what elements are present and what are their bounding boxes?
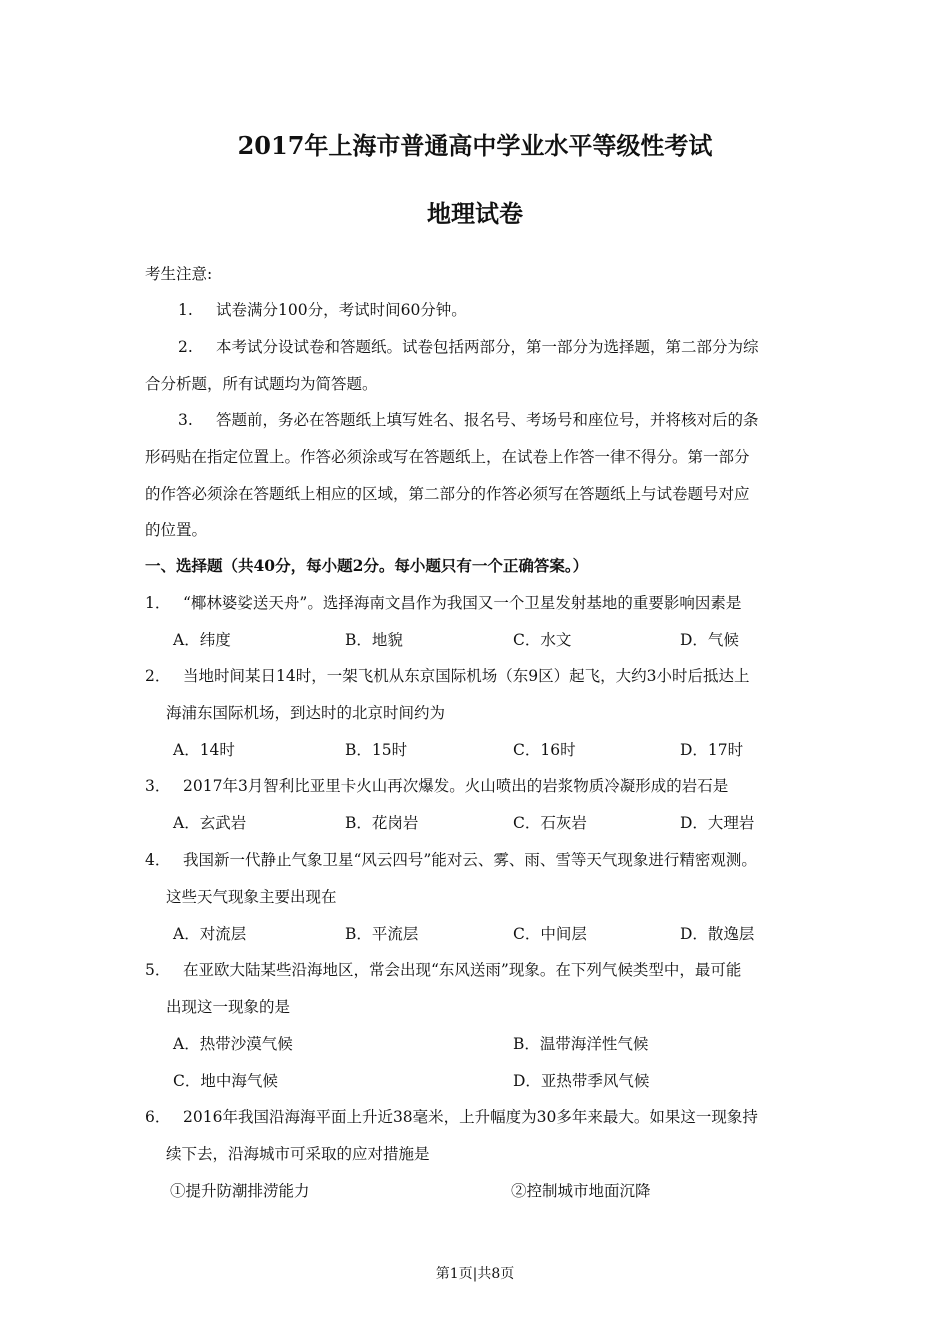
question-5 [145, 960, 741, 980]
question-text: 在亚欧大陆某些沿海地区，常会出现“东风送雨”现象。在下列气候类型中，最可能 [183, 961, 742, 979]
option-d: D．大理岩 [680, 814, 755, 832]
question-number: 2． [145, 667, 171, 685]
option-a: A．玄武岩 [173, 814, 247, 832]
option-c: C．地中海气候 [173, 1072, 278, 1090]
notice-item-number: 1. [178, 301, 193, 319]
option-d: D．散逸层 [680, 925, 755, 943]
question-2 [145, 666, 749, 686]
option-b: B．温带海洋性气候 [513, 1035, 649, 1053]
option-a: A．热带沙漠气候 [173, 1035, 293, 1053]
option-b: B．地貌 [345, 631, 403, 649]
question-text: 2016年我国沿海海平面上升近38毫米，上升幅度为30多年来最大。如果这一现象持 [183, 1108, 758, 1126]
question-text: “椰林婆娑送天舟”。选择海南文昌作为我国又一个卫星发射基地的重要影响因素是 [183, 594, 742, 612]
question-3 [145, 776, 728, 796]
statement-2: ②控制城市地面沉降 [511, 1182, 651, 1200]
notice-item-3-cont: 形码贴在指定位置上。作答必须涂或写在答题纸上，在试卷上作答一律不得分。第一部分 [145, 448, 750, 466]
section-heading: 一、选择题（共40分，每小题2分。每小题只有一个正确答案。） [145, 556, 589, 575]
notice-item-3 [178, 410, 759, 430]
option-c: C．石灰岩 [513, 814, 587, 832]
notice-heading: 考生注意: [145, 265, 213, 283]
exam-title: 2017年上海市普通高中学业水平等级性考试 [237, 131, 713, 160]
question-number: 5． [145, 961, 171, 979]
notice-item-number: 3. [178, 411, 193, 429]
notice-item-2-cont: 合分析题，所有试题均为简答题。 [145, 375, 378, 393]
question-text-cont: 海浦东国际机场，到达时的北京时间约为 [166, 704, 446, 722]
question-text-cont: 续下去，沿海城市可采取的应对措施是 [166, 1145, 430, 1163]
question-text-cont: 这些天气现象主要出现在 [166, 888, 337, 906]
option-c: C．中间层 [513, 925, 587, 943]
option-d: D．气候 [680, 631, 739, 649]
statement-1: ①提升防潮排涝能力 [170, 1182, 310, 1200]
notice-item-2 [178, 337, 759, 357]
question-text: 我国新一代静止气象卫星“风云四号”能对云、雾、雨、雪等天气现象进行精密观测。 [183, 851, 757, 869]
notice-item-1 [178, 300, 467, 320]
option-b: B．平流层 [345, 925, 419, 943]
question-number: 4． [145, 851, 171, 869]
option-d: D．17时 [680, 741, 744, 759]
option-a: A．对流层 [173, 925, 247, 943]
notice-item-3-cont: 的作答必须涂在答题纸上相应的区域，第二部分的作答必须写在答题纸上与试卷题号对应 [145, 485, 750, 503]
option-d: D．亚热带季风气候 [513, 1072, 650, 1090]
option-c: C．水文 [513, 631, 572, 649]
option-b: B．15时 [345, 741, 408, 759]
notice-item-text: 试卷满分100分，考试时间60分钟。 [216, 301, 467, 319]
question-text: 2017年3月智利比亚里卡火山再次爆发。火山喷出的岩浆物质冷凝形成的岩石是 [183, 777, 729, 795]
question-6 [145, 1107, 758, 1127]
option-c: C．16时 [513, 741, 576, 759]
question-number: 3． [145, 777, 171, 795]
option-b: B．花岗岩 [345, 814, 419, 832]
notice-item-text: 本考试分设试卷和答题纸。试卷包括两部分，第一部分为选择题，第二部分为综 [216, 338, 759, 356]
question-number: 6． [145, 1108, 171, 1126]
option-a: A．14时 [173, 741, 235, 759]
question-text-cont: 出现这一现象的是 [166, 998, 291, 1016]
exam-subtitle: 地理试卷 [427, 199, 523, 228]
question-number: 1． [145, 594, 171, 612]
notice-item-number: 2. [178, 338, 193, 356]
option-a: A．纬度 [173, 631, 231, 649]
question-1 [145, 593, 741, 613]
question-text: 当地时间某日14时，一架飞机从东京国际机场（东9区）起飞，大约3小时后抵达上 [183, 667, 750, 685]
page-footer: 第1页|共8页 [435, 1266, 515, 1282]
question-4 [145, 850, 757, 870]
notice-item-text: 答题前，务必在答题纸上填写姓名、报名号、考场号和座位号，并将核对后的条 [216, 411, 759, 429]
notice-item-3-cont: 的位置。 [145, 521, 208, 539]
